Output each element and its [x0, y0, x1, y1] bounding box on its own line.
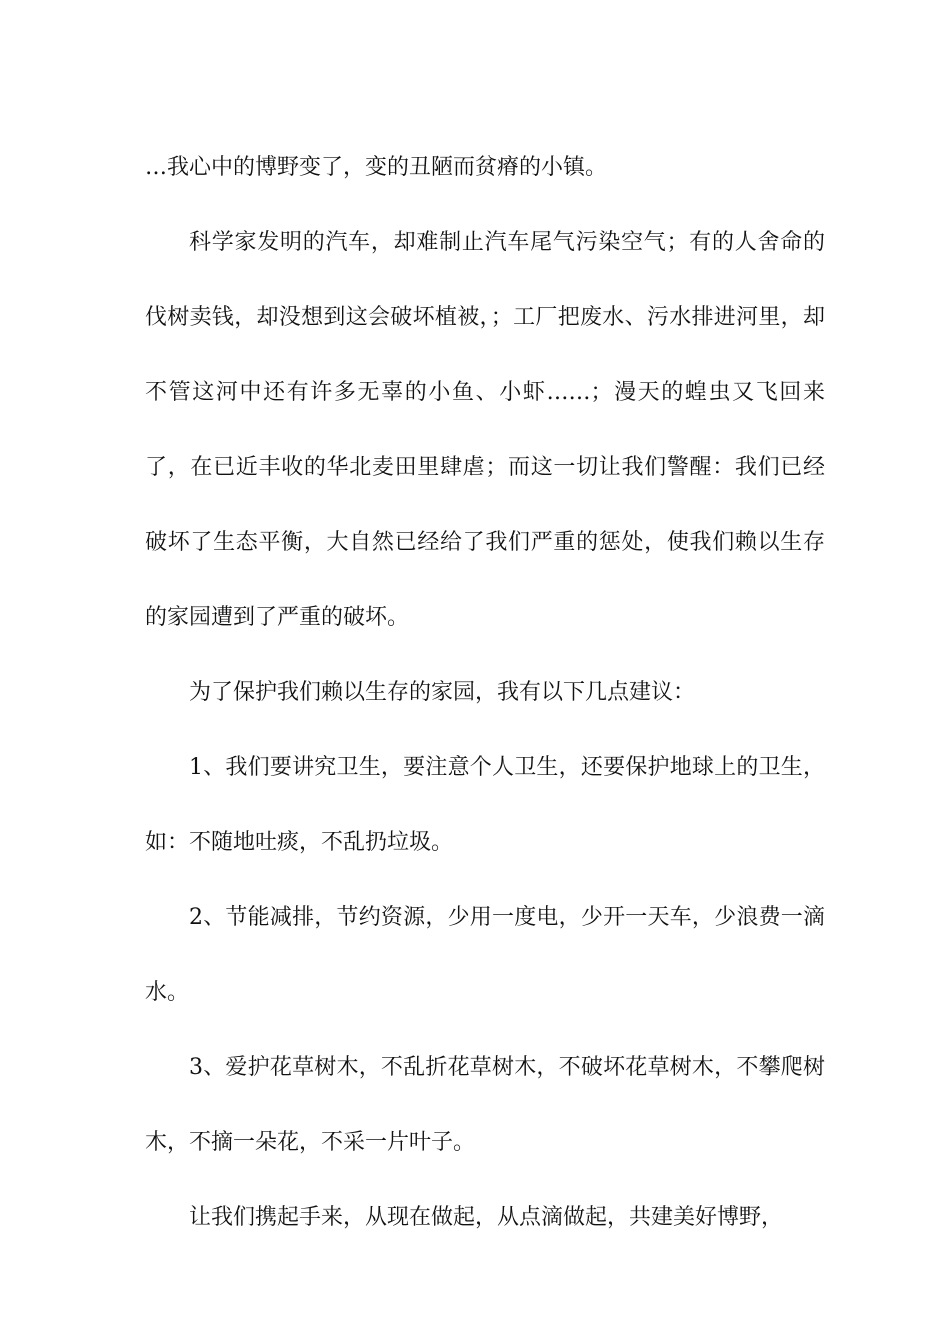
paragraph-5: 2、节能减排，节约资源，少用一度电，少开一天车，少浪费一滴水。	[145, 905, 825, 1005]
paragraph-2: 科学家发明的汽车，却难制止汽车尾气污染空气；有的人舍命的伐树卖钱，却没想到这会破坏植被，；工厂把废水、污水排进河里，却不管这河中还有许多无辜的小鱼、小虾……；漫天的蝗虫又飞回来了，在已近丰收的华北麦田里肆虐；而这一切让我们警醒：我们已经破坏了生态平衡，大自然已经给了我们严重的惩处，使我们赖以生存的家园遭到了严重的破坏。	[145, 230, 825, 630]
paragraph-7: 让我们携起手来，从现在做起，从点滴做起，共建美好博野，	[189, 1205, 784, 1230]
paragraph-6: 3、爱护花草树木，不乱折花草树木，不破坏花草树木，不攀爬树木，不摘一朵花，不采一片叶子。	[145, 1055, 825, 1155]
paragraph-4: 1、我们要讲究卫生，要注意个人卫生，还要保护地球上的卫生，如：不随地吐痰，不乱扔垃圾。	[145, 755, 825, 855]
document-body	[145, 130, 825, 1255]
paragraph-1: …我心中的博野变了，变的丑陋而贫瘠的小镇。	[145, 155, 608, 180]
paragraph-3: 为了保护我们赖以生存的家园，我有以下几点建议：	[189, 680, 696, 705]
